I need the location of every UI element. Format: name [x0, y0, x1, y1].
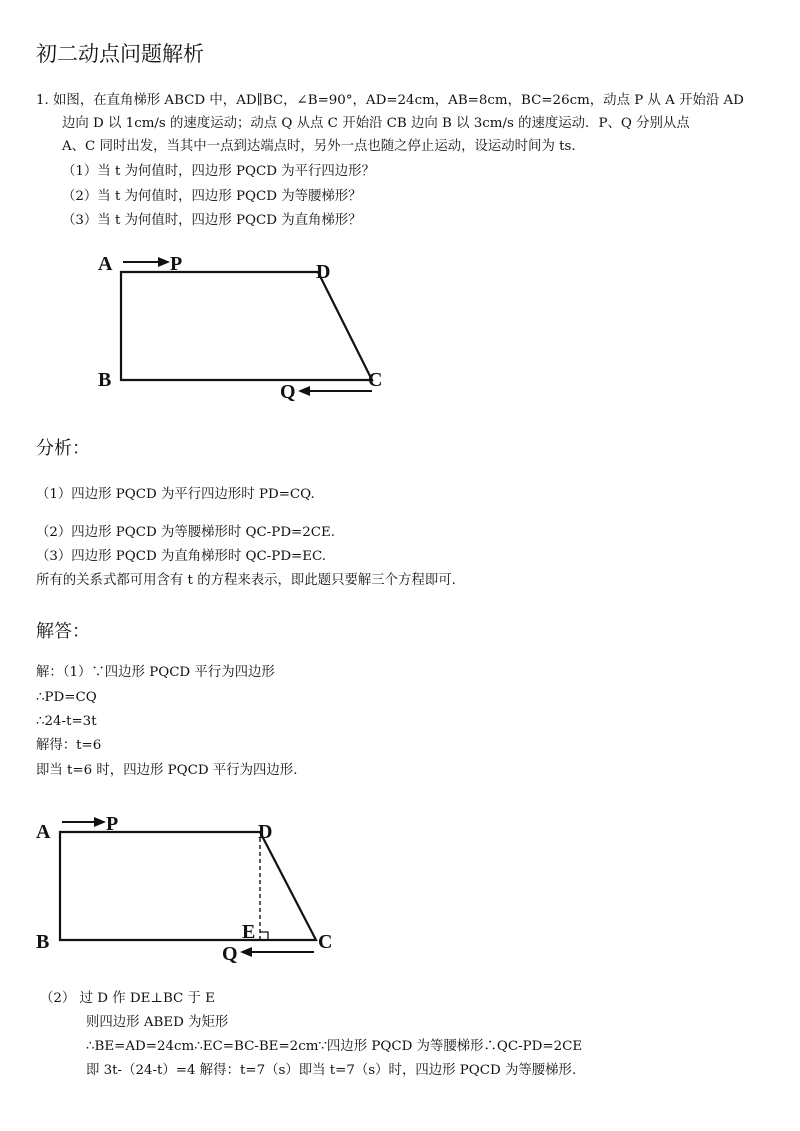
analysis-line-3: （3）四边形 PQCD 为直角梯形时 QC-PD=EC.: [36, 549, 327, 564]
analysis-line-4: 所有的关系式都可用含有 t 的方程来表示，即此题只要解三个方程即可.: [36, 573, 456, 588]
label-q: Q: [280, 381, 296, 403]
right-angle-mark: [260, 932, 268, 940]
solution-line-1: 解：（1）∵四边形 PQCD 平行为四边形: [36, 665, 275, 680]
label-e: E: [242, 921, 256, 943]
trapezoid-figure-1: [90, 250, 410, 410]
solution-line-4: 解得：t=6: [36, 738, 102, 753]
label-p: P: [106, 813, 119, 835]
label-d: D: [316, 261, 331, 283]
part2-line-2: 则四边形 ABED 为矩形: [86, 1015, 229, 1030]
question-1: （1）当 t 为何值时，四边形 PQCD 为平行四边形？: [62, 164, 375, 179]
solution-heading: 解答：: [36, 621, 90, 642]
label-q: Q: [222, 943, 238, 965]
analysis-line-1: （1）四边形 PQCD 为平行四边形时 PD=CQ.: [36, 487, 315, 502]
label-b: B: [98, 369, 112, 391]
label-b: B: [36, 931, 50, 953]
solution-line-3: ∴24-t=3t: [36, 714, 97, 729]
label-d: D: [258, 821, 273, 843]
label-c: C: [368, 369, 383, 391]
problem-line-2: 边向 D 以 1cm/s 的速度运动；动点 Q 从点 C 开始沿 CB 边向 B 以 3cm/s 的速度运动．P、Q 分别从点: [62, 116, 690, 131]
solution-line-5: 即当 t=6 时，四边形 PQCD 平行为四边形.: [36, 763, 298, 778]
problem-line-3: A、C 同时出发，当其中一点到达端点时，另外一点也随之停止运动，设运动时间为 ts.: [62, 139, 576, 154]
trapezoid-figure-2: [34, 808, 354, 968]
page-title: 初二动点问题解析: [36, 42, 204, 66]
label-a: A: [98, 253, 113, 275]
analysis-line-2: （2）四边形 PQCD 为等腰梯形时 QC-PD=2CE.: [36, 525, 336, 540]
part2-line-1: （2） 过 D 作 DE⊥BC 于 E: [40, 991, 215, 1006]
label-a: A: [36, 821, 51, 843]
part2-line-3: ∴BE=AD=24cm∴EC=BC-BE=2cm∵四边形 PQCD 为等腰梯形∴QC-PD=2CE: [86, 1039, 583, 1054]
question-3: （3）当 t 为何值时，四边形 PQCD 为直角梯形？: [62, 213, 362, 228]
label-p: P: [170, 253, 183, 275]
solution-line-2: ∴PD=CQ: [36, 690, 97, 705]
question-2: （2）当 t 为何值时，四边形 PQCD 为等腰梯形？: [62, 189, 362, 204]
problem-line-1: 1. 如图，在直角梯形 ABCD 中，AD∥BC，∠B=90°，AD=24cm，AB=8cm，BC=26cm，动点 P 从 A 开始沿 AD: [36, 93, 744, 108]
label-c: C: [318, 931, 333, 953]
analysis-heading: 分析：: [36, 438, 90, 459]
part2-line-4: 即 3t-（24-t）=4 解得：t=7（s）即当 t=7（s）时，四边形 PQCD 为等腰梯形.: [86, 1063, 577, 1078]
